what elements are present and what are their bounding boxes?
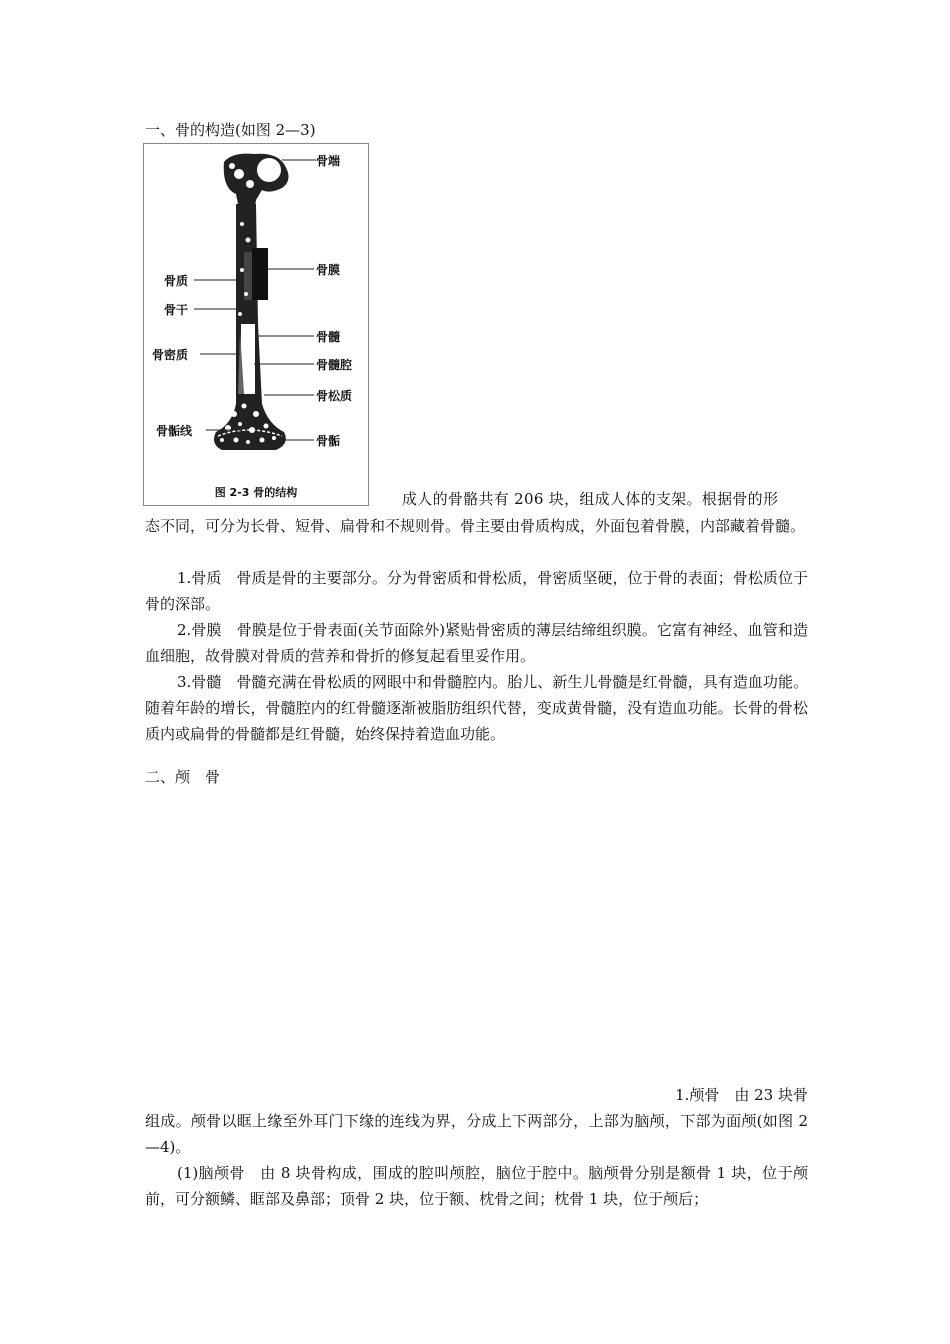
bone-substance-paragraph: 1.骨质 骨质是骨的主要部分。分为骨密质和骨松质，骨密质坚硬，位于骨的表面；骨松质位于骨的深部。	[145, 569, 808, 613]
label-gu-sui-qiang: 骨髓腔	[316, 358, 353, 372]
label-gu-mo: 骨膜	[316, 263, 341, 277]
skull-first-line: 1.颅骨 由 23 块骨	[675, 1086, 808, 1104]
periosteum-paragraph: 2.骨膜 骨膜是位于骨表面(关节面除外)紧贴骨密质的薄层结缔组织膜。它富有神经、血管和造血细胞，故骨膜对骨质的营养和骨折的修复起看里妥作用。	[145, 621, 808, 665]
label-gu-hai: 骨骺	[316, 434, 341, 448]
section2-heading: 二、颅 骨	[145, 768, 221, 786]
label-gu-sui: 骨髓	[316, 330, 341, 344]
figure-caption: 图 2-3 骨的结构	[214, 486, 298, 499]
bone-marrow-paragraph: 3.骨髓 骨髓充满在骨松质的网眼中和骨髓腔内。胎儿、新生儿骨髓是红骨髓，具有造血功能。随着年龄的增长，骨髓腔内的红骨髓逐渐被脂肪组织代替，变成黄骨髓，没有造血功能。长骨的骨松质内或扁骨的骨髓都是红骨髓，始终保持着造血功能。	[145, 673, 808, 743]
cranial-bones-paragraph: (1)脑颅骨 由 8 块骨构成，围成的腔叫颅腔，脑位于腔中。脑颅骨分别是额骨 1 块，位于颅前，可分额鳞、眶部及鼻部；顶骨 2 块，位于额、枕骨之间；枕骨 1 块，位于颅后；	[145, 1164, 808, 1208]
bone-illustration	[144, 144, 368, 505]
label-gu-song-zhi: 骨松质	[316, 389, 353, 403]
section1-heading: 一、骨的构造(如图 2—3)	[145, 121, 316, 139]
label-gu-hai-xian: 骨骺线	[156, 424, 193, 438]
label-gu-zhi: 骨质	[164, 274, 189, 288]
bone-structure-figure	[143, 143, 369, 506]
intro-paragraph: 态不同，可分为长骨、短骨、扁骨和不规则骨。骨主要由骨质构成，外面包着骨膜，内部藏着骨髓。	[145, 517, 806, 535]
skull-paragraph: 组成。颅骨以眶上缘至外耳门下缘的连线为界，分成上下两部分，上部为脑颅，下部为面颅(如图 2—4)。	[145, 1112, 808, 1156]
intro-first-line: 成人的骨骼共有 206 块，组成人体的支架。根据骨的形	[402, 490, 779, 508]
label-gu-mi-zhi: 骨密质	[152, 348, 189, 362]
label-gu-gan: 骨干	[164, 303, 189, 317]
label-gu-duan: 骨端	[316, 154, 341, 168]
